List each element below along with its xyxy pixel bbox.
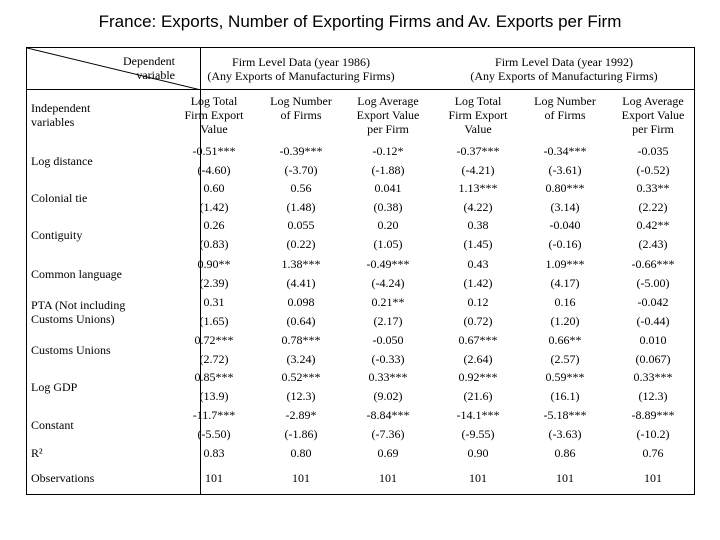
coefficient-cell: 0.42**	[636, 218, 670, 232]
t-stat-cell: (3.24)	[286, 352, 316, 366]
t-stat-cell: (2.22)	[638, 200, 668, 214]
t-stat-cell: (1.48)	[286, 200, 316, 214]
row-label: Colonial tie	[31, 191, 88, 205]
t-stat-cell: (-3.61)	[548, 163, 582, 177]
coefficient-cell: 0.010	[639, 333, 667, 347]
coefficient-cell: 0.041	[374, 181, 402, 195]
column-header: Log Average Export Value per Firm	[356, 94, 420, 136]
coefficient-cell: 0.098	[287, 295, 315, 309]
coefficient-cell: -0.040	[549, 218, 581, 232]
column-header: Log Average Export Value per Firm	[621, 94, 685, 136]
t-stat-cell: (13.9)	[199, 389, 229, 403]
t-stat-cell: (2.39)	[199, 276, 229, 290]
coefficient-cell: 0.59***	[545, 370, 585, 384]
coefficient-cell: 101	[644, 471, 662, 485]
coefficient-cell: 0.72***	[194, 333, 234, 347]
coefficient-cell: 0.90**	[197, 257, 231, 271]
coefficient-cell: 101	[205, 471, 223, 485]
row-label: Constant	[31, 418, 74, 432]
row-label: Common language	[31, 267, 122, 281]
t-stat-cell: (12.3)	[286, 389, 316, 403]
dependent-variable-label: Dependent variable	[123, 54, 175, 82]
coefficient-cell: 0.33***	[633, 370, 673, 384]
t-stat-cell: (1.65)	[199, 314, 229, 328]
coefficient-cell: 0.80	[290, 446, 312, 460]
coefficient-cell: 0.86	[554, 446, 576, 460]
t-stat-cell: (1.20)	[550, 314, 580, 328]
coefficient-cell: 0.12	[467, 295, 489, 309]
t-stat-cell: (1.42)	[199, 200, 229, 214]
coefficient-cell: -0.34***	[543, 144, 587, 158]
table-title: France: Exports, Number of Exporting Firms and Av. Exports per Firm	[98, 12, 622, 31]
coefficient-cell: 0.83	[203, 446, 225, 460]
coefficient-cell: -0.37***	[456, 144, 500, 158]
coefficient-cell: -0.39***	[279, 144, 323, 158]
coefficient-cell: 1.13***	[458, 181, 498, 195]
coefficient-cell: 0.31	[203, 295, 225, 309]
coefficient-cell: -0.12*	[372, 144, 404, 158]
coefficient-cell: 0.80***	[545, 181, 585, 195]
coefficient-cell: -2.89*	[285, 408, 317, 422]
coefficient-cell: -0.66***	[631, 257, 675, 271]
t-stat-cell: (4.41)	[286, 276, 316, 290]
t-stat-cell: (0.64)	[286, 314, 316, 328]
column-header: Log Number of Firms	[534, 94, 596, 122]
t-stat-cell: (2.57)	[550, 352, 580, 366]
t-stat-cell: (-0.44)	[636, 314, 670, 328]
coefficient-cell: -0.035	[637, 144, 669, 158]
coefficient-cell: 0.38	[467, 218, 489, 232]
coefficient-cell: 0.055	[287, 218, 315, 232]
t-stat-cell: (4.22)	[463, 200, 493, 214]
t-stat-cell: (-0.33)	[371, 352, 405, 366]
coefficient-cell: 0.90	[467, 446, 489, 460]
t-stat-cell: (-9.55)	[461, 427, 495, 441]
t-stat-cell: (4.17)	[550, 276, 580, 290]
t-stat-cell: (-3.70)	[284, 163, 318, 177]
t-stat-cell: (-10.2)	[636, 427, 670, 441]
t-stat-cell: (2.17)	[373, 314, 403, 328]
t-stat-cell: (-0.16)	[548, 237, 582, 251]
coefficient-cell: -8.89***	[631, 408, 675, 422]
t-stat-cell: (-3.63)	[548, 427, 582, 441]
t-stat-cell: (0.38)	[373, 200, 403, 214]
coefficient-cell: -14.1***	[456, 408, 500, 422]
t-stat-cell: (-0.52)	[636, 163, 670, 177]
coefficient-cell: -0.042	[637, 295, 669, 309]
coefficient-cell: 0.20	[377, 218, 399, 232]
t-stat-cell: (2.72)	[199, 352, 229, 366]
coefficient-cell: 101	[469, 471, 487, 485]
coefficient-cell: -11.7***	[192, 408, 236, 422]
t-stat-cell: (1.42)	[463, 276, 493, 290]
column-header: Log Total Firm Export Value	[448, 94, 508, 136]
t-stat-cell: (-4.60)	[197, 163, 231, 177]
coefficient-cell: 101	[379, 471, 397, 485]
t-stat-cell: (0.067)	[635, 352, 671, 366]
coefficient-cell: 0.33**	[636, 181, 670, 195]
coefficient-cell: -0.050	[372, 333, 404, 347]
coefficient-cell: 0.92***	[458, 370, 498, 384]
header-divider	[27, 89, 694, 90]
coefficient-cell: -0.49***	[366, 257, 410, 271]
group-header-1992: Firm Level Data (year 1992) (Any Exports of Manufacturing Firms)	[470, 55, 658, 83]
row-label: Customs Unions	[31, 343, 111, 357]
t-stat-cell: (9.02)	[373, 389, 403, 403]
t-stat-cell: (-5.00)	[636, 276, 670, 290]
row-label: Log GDP	[31, 380, 78, 394]
coefficient-cell: 0.60	[203, 181, 225, 195]
t-stat-cell: (3.14)	[550, 200, 580, 214]
t-stat-cell: (1.45)	[463, 237, 493, 251]
t-stat-cell: (2.43)	[638, 237, 668, 251]
coefficient-cell: 0.52***	[281, 370, 321, 384]
coefficient-cell: 1.38***	[281, 257, 321, 271]
t-stat-cell: (-1.88)	[371, 163, 405, 177]
t-stat-cell: (-7.36)	[371, 427, 405, 441]
t-stat-cell: (12.3)	[638, 389, 668, 403]
t-stat-cell: (0.83)	[199, 237, 229, 251]
coefficient-cell: 0.67***	[458, 333, 498, 347]
row-label: Contiguity	[31, 228, 83, 242]
coefficient-cell: 0.33***	[368, 370, 408, 384]
t-stat-cell: (21.6)	[463, 389, 493, 403]
t-stat-cell: (-4.24)	[371, 276, 405, 290]
row-label: R²	[31, 446, 43, 460]
group-header-1986: Firm Level Data (year 1986) (Any Exports of Manufacturing Firms)	[207, 55, 395, 83]
t-stat-cell: (-4.21)	[461, 163, 495, 177]
coefficient-cell: 101	[292, 471, 310, 485]
coefficient-cell: 0.85***	[194, 370, 234, 384]
column-header: Log Total Firm Export Value	[184, 94, 244, 136]
coefficient-cell: -0.51***	[192, 144, 236, 158]
column-header: Log Number of Firms	[270, 94, 332, 122]
t-stat-cell: (-1.86)	[284, 427, 318, 441]
t-stat-cell: (0.22)	[286, 237, 316, 251]
coefficient-cell: 0.26	[203, 218, 225, 232]
row-label: Log distance	[31, 154, 93, 168]
t-stat-cell: (2.64)	[463, 352, 493, 366]
coefficient-cell: 1.09***	[545, 257, 585, 271]
coefficient-cell: 0.43	[467, 257, 489, 271]
regression-table	[26, 47, 695, 495]
coefficient-cell: 0.78***	[281, 333, 321, 347]
coefficient-cell: -8.84***	[366, 408, 410, 422]
coefficient-cell: -5.18***	[543, 408, 587, 422]
t-stat-cell: (16.1)	[550, 389, 580, 403]
coefficient-cell: 0.56	[290, 181, 312, 195]
coefficient-cell: 0.76	[642, 446, 664, 460]
coefficient-cell: 101	[556, 471, 574, 485]
t-stat-cell: (1.05)	[373, 237, 403, 251]
row-label: PTA (Not including Customs Unions)	[31, 298, 126, 326]
coefficient-cell: 0.21**	[371, 295, 405, 309]
coefficient-cell: 0.69	[377, 446, 399, 460]
independent-variables-label: Independent variables	[31, 101, 91, 129]
t-stat-cell: (0.72)	[463, 314, 493, 328]
t-stat-cell: (-5.50)	[197, 427, 231, 441]
row-label: Observations	[31, 471, 95, 485]
coefficient-cell: 0.16	[554, 295, 576, 309]
coefficient-cell: 0.66**	[548, 333, 582, 347]
